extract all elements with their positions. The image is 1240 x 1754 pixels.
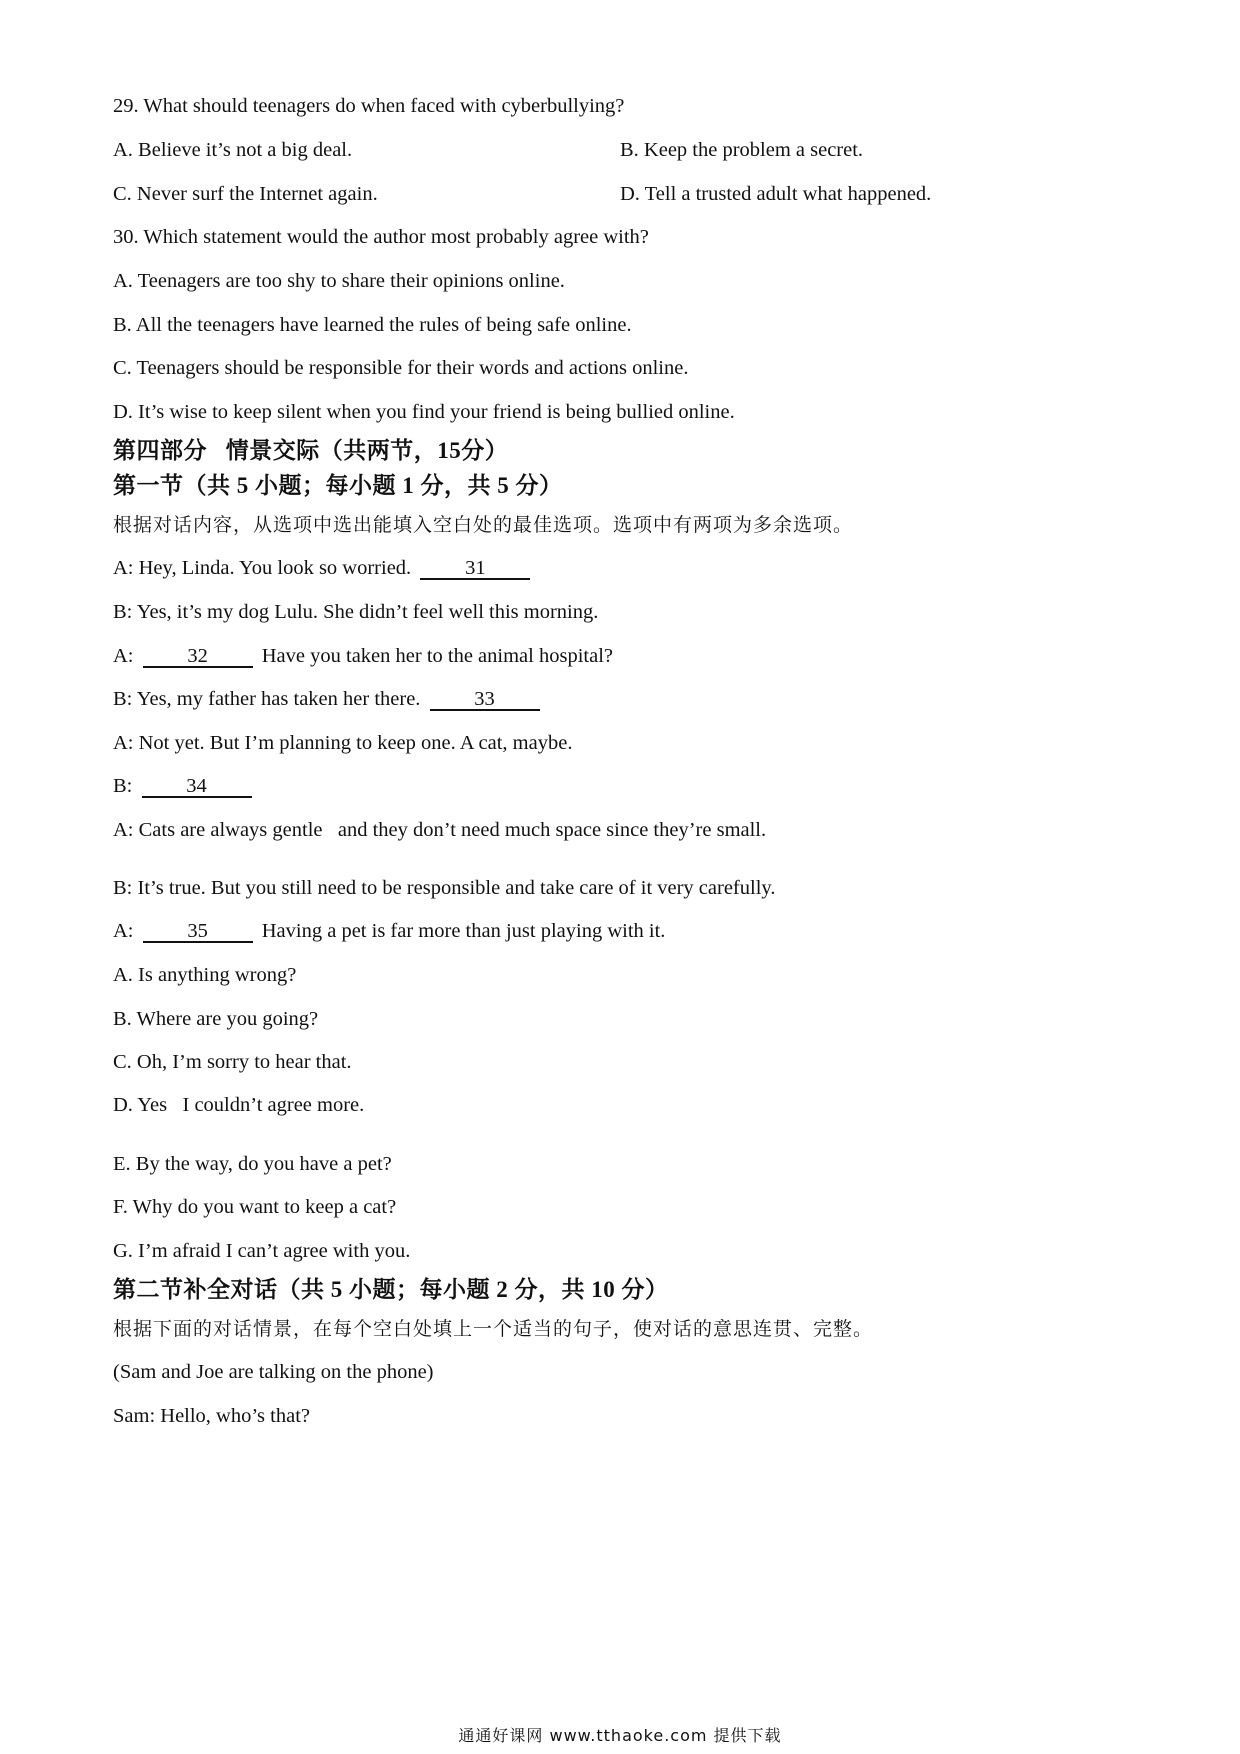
blank-35: 35 [143, 921, 253, 943]
q29-question: 29. What should teenagers do when faced with cyberbullying? [113, 95, 625, 117]
dialogue-line-5: A: Not yet. But I’m planning to keep one. A cat, maybe. [113, 732, 573, 754]
section2-heading: 第二节补全对话（共 5 小题；每小题 2 分，共 10 分） [113, 1277, 669, 1302]
dialogue-line-8: B: It’s true. But you still need to be responsible and take care of it very carefully. [113, 877, 776, 899]
option-b: B. Where are you going? [113, 1008, 319, 1030]
section2-scene: (Sam and Joe are talking on the phone) [113, 1361, 434, 1383]
dialogue-line-2: B: Yes, it’s my dog Lulu. She didn’t feel well this morning. [113, 601, 599, 623]
blank-34: 34 [142, 776, 252, 798]
option-g: G. I’m afraid I can’t agree with you. [113, 1240, 411, 1262]
q30-option-b: B. All the teenagers have learned the rules of being safe online. [113, 314, 632, 336]
q30-question: 30. Which statement would the author most probably agree with? [113, 226, 649, 248]
q29-option-b: B. Keep the problem a secret. [620, 139, 864, 161]
q29-option-c: C. Never surf the Internet again. [113, 183, 378, 205]
dialogue-line-7: A: Cats are always gentle and they don’t need much space since they’re small. [113, 819, 767, 841]
q30-option-c: C. Teenagers should be responsible for their words and actions online. [113, 357, 689, 379]
q29-option-a: A. Believe it’s not a big deal. [113, 139, 353, 161]
option-c: C. Oh, I’m sorry to hear that. [113, 1051, 352, 1073]
q29-option-d: D. Tell a trusted adult what happened. [620, 183, 932, 205]
blank-31: 31 [420, 558, 530, 580]
dialogue-line-6: B: 34 [113, 773, 256, 799]
q30-option-d: D. It’s wise to keep silent when you find your friend is being bullied online. [113, 401, 735, 423]
section2-line-1: Sam: Hello, who’s that? [113, 1405, 311, 1427]
page-footer: 通通好课网 www.tthaoke.com 提供下载 [458, 1726, 782, 1745]
section1-heading: 第一节（共 5 小题；每小题 1 分，共 5 分） [113, 473, 563, 498]
option-e: E. By the way, do you have a pet? [113, 1153, 392, 1175]
part4-heading: 第四部分 情景交际（共两节，15分） [113, 438, 509, 463]
dialogue-line-4: B: Yes, my father has taken her there. 33 [113, 686, 544, 712]
section1-instruction: 根据对话内容，从选项中选出能填入空白处的最佳选项。选项中有两项为多余选项。 [113, 514, 854, 536]
dialogue-line-3: A: 32 Have you taken her to the animal hospital? [113, 645, 613, 667]
blank-33: 33 [430, 689, 540, 711]
section2-instruction: 根据下面的对话情景，在每个空白处填上一个适当的句子，使对话的意思连贯、完整。 [113, 1318, 874, 1340]
dialogue-line-9: A: 35 Having a pet is far more than just playing with it. [113, 920, 666, 942]
option-f: F. Why do you want to keep a cat? [113, 1196, 397, 1218]
dialogue-line-1: A: Hey, Linda. You look so worried. 31 [113, 555, 534, 581]
option-d: D. Yes I couldn’t agree more. [113, 1094, 365, 1116]
blank-32: 32 [143, 646, 253, 668]
q30-option-a: A. Teenagers are too shy to share their opinions online. [113, 270, 565, 292]
option-a: A. Is anything wrong? [113, 964, 297, 986]
